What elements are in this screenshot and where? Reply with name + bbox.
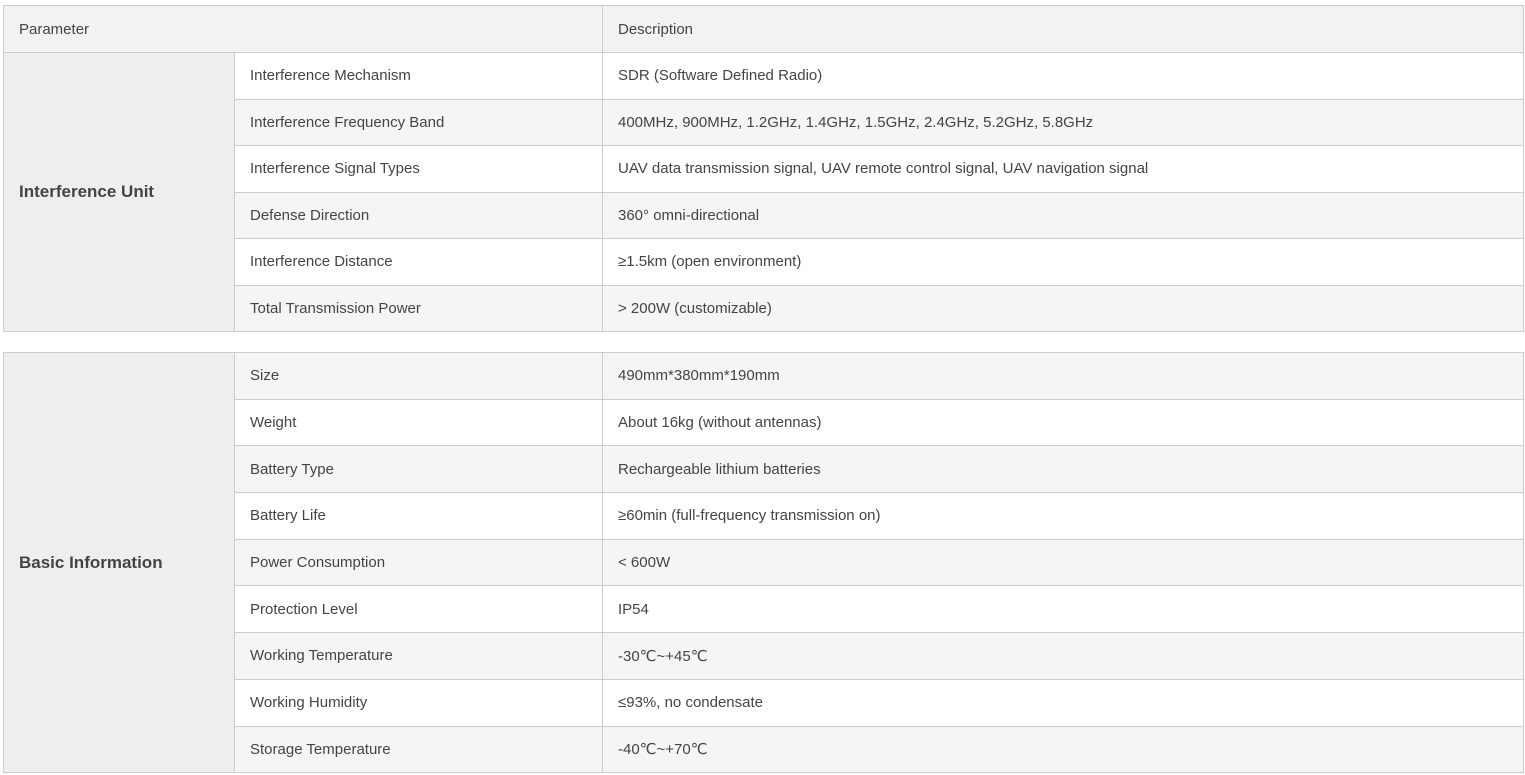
- group-label-interference-unit: Interference Unit: [4, 53, 235, 332]
- header-description: Description: [603, 6, 1524, 53]
- spec-table-basic-information: [3, 352, 1524, 773]
- value-cell: -30℃~+45℃: [603, 633, 1524, 680]
- value-cell: 400MHz, 900MHz, 1.2GHz, 1.4GHz, 1.5GHz, 2.4GHz, 5.2GHz, 5.8GHz: [603, 99, 1524, 146]
- parameter-cell: Protection Level: [235, 586, 603, 633]
- header-parameter: Parameter: [4, 6, 603, 53]
- value-cell: IP54: [603, 586, 1524, 633]
- parameter-cell: Total Transmission Power: [235, 285, 603, 332]
- value-cell: Rechargeable lithium batteries: [603, 446, 1524, 493]
- value-cell: < 600W: [603, 539, 1524, 586]
- table-row: [4, 53, 1524, 100]
- parameter-cell: Storage Temperature: [235, 726, 603, 773]
- parameter-cell: Working Temperature: [235, 633, 603, 680]
- table-header-row: [4, 6, 1524, 53]
- parameter-cell: Size: [235, 353, 603, 400]
- spec-table-interference: [3, 5, 1524, 332]
- value-cell: ≥60min (full-frequency transmission on): [603, 493, 1524, 540]
- parameter-cell: Battery Life: [235, 493, 603, 540]
- group-label-basic-information: Basic Information: [4, 353, 235, 773]
- parameter-cell: Interference Signal Types: [235, 146, 603, 193]
- value-cell: ≥1.5km (open environment): [603, 239, 1524, 286]
- parameter-cell: Interference Distance: [235, 239, 603, 286]
- parameter-cell: Interference Frequency Band: [235, 99, 603, 146]
- parameter-cell: Power Consumption: [235, 539, 603, 586]
- value-cell: UAV data transmission signal, UAV remote control signal, UAV navigation signal: [603, 146, 1524, 193]
- parameter-cell: Battery Type: [235, 446, 603, 493]
- value-cell: -40℃~+70℃: [603, 726, 1524, 773]
- value-cell: SDR (Software Defined Radio): [603, 53, 1524, 100]
- value-cell: 360° omni-directional: [603, 192, 1524, 239]
- parameter-cell: Defense Direction: [235, 192, 603, 239]
- table-row: [4, 353, 1524, 400]
- value-cell: > 200W (customizable): [603, 285, 1524, 332]
- value-cell: ≤93%, no condensate: [603, 679, 1524, 726]
- parameter-cell: Weight: [235, 399, 603, 446]
- parameter-cell: Interference Mechanism: [235, 53, 603, 100]
- parameter-cell: Working Humidity: [235, 679, 603, 726]
- value-cell: About 16kg (without antennas): [603, 399, 1524, 446]
- value-cell: 490mm*380mm*190mm: [603, 353, 1524, 400]
